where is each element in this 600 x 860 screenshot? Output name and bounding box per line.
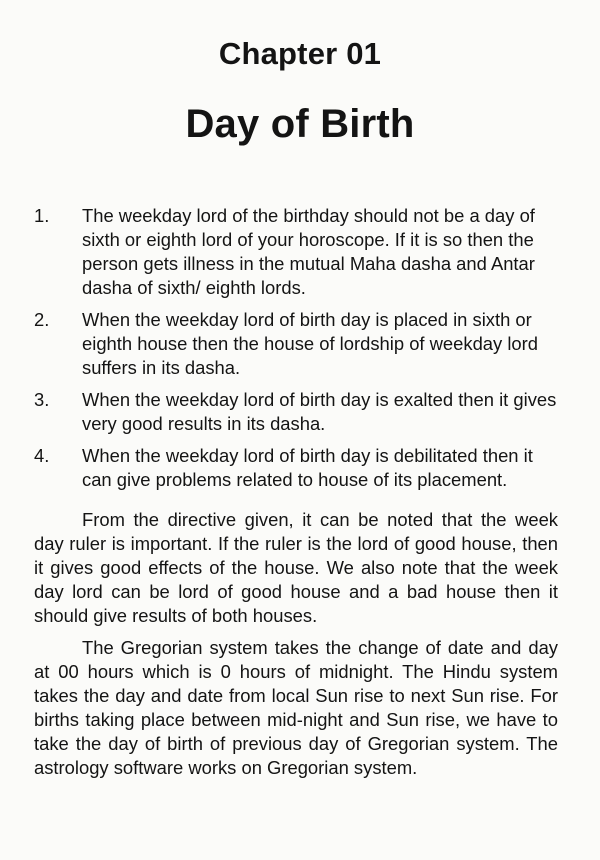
list-item-number: 2. [34, 309, 50, 330]
list-item [34, 308, 558, 380]
list-item [34, 388, 558, 436]
chapter-title: Day of Birth [185, 102, 415, 146]
numbered-list [34, 204, 558, 500]
list-item-number: 4. [34, 445, 50, 466]
body-paragraph: The Gregorian system takes the change of date and day at 00 hours which is 0 hours of midnight. The Hindu system takes the day and date from local Sun rise to next Sun rise. For births taking place between mid-night and Sun rise, we have to take the day of birth of previous day of Gregorian system. The astrology software works on Gregorian system. [34, 637, 558, 778]
list-item-text: When the weekday lord of birth day is exalted then it gives very good results in its dasha. [82, 389, 557, 434]
list-item-text: When the weekday lord of birth day is placed in sixth or eighth house then the house of lordship of weekday lord suffers in its dasha. [82, 309, 538, 378]
list-item [34, 204, 558, 300]
list-item-text: When the weekday lord of birth day is debilitated then it can give problems related to house of its placement. [82, 445, 533, 490]
chapter-label: Chapter 01 [218, 36, 382, 71]
list-item-number: 1. [34, 205, 50, 226]
list-item-text: The weekday lord of the birthday should not be a day of sixth or eighth lord of your horoscope. If it is so then the person gets illness in the mutual Maha dasha and Antar dasha of sixth/ eighth lords. [82, 205, 535, 298]
body-paragraph: From the directive given, it can be noted that the week day ruler is important. If the ruler is the lord of good house, then it gives good effects of the house. We also note that the week day lord can be lord of good house and a bad house then it should give results of both houses. [34, 509, 558, 626]
list-item [34, 444, 558, 492]
list-item-number: 3. [34, 389, 50, 410]
